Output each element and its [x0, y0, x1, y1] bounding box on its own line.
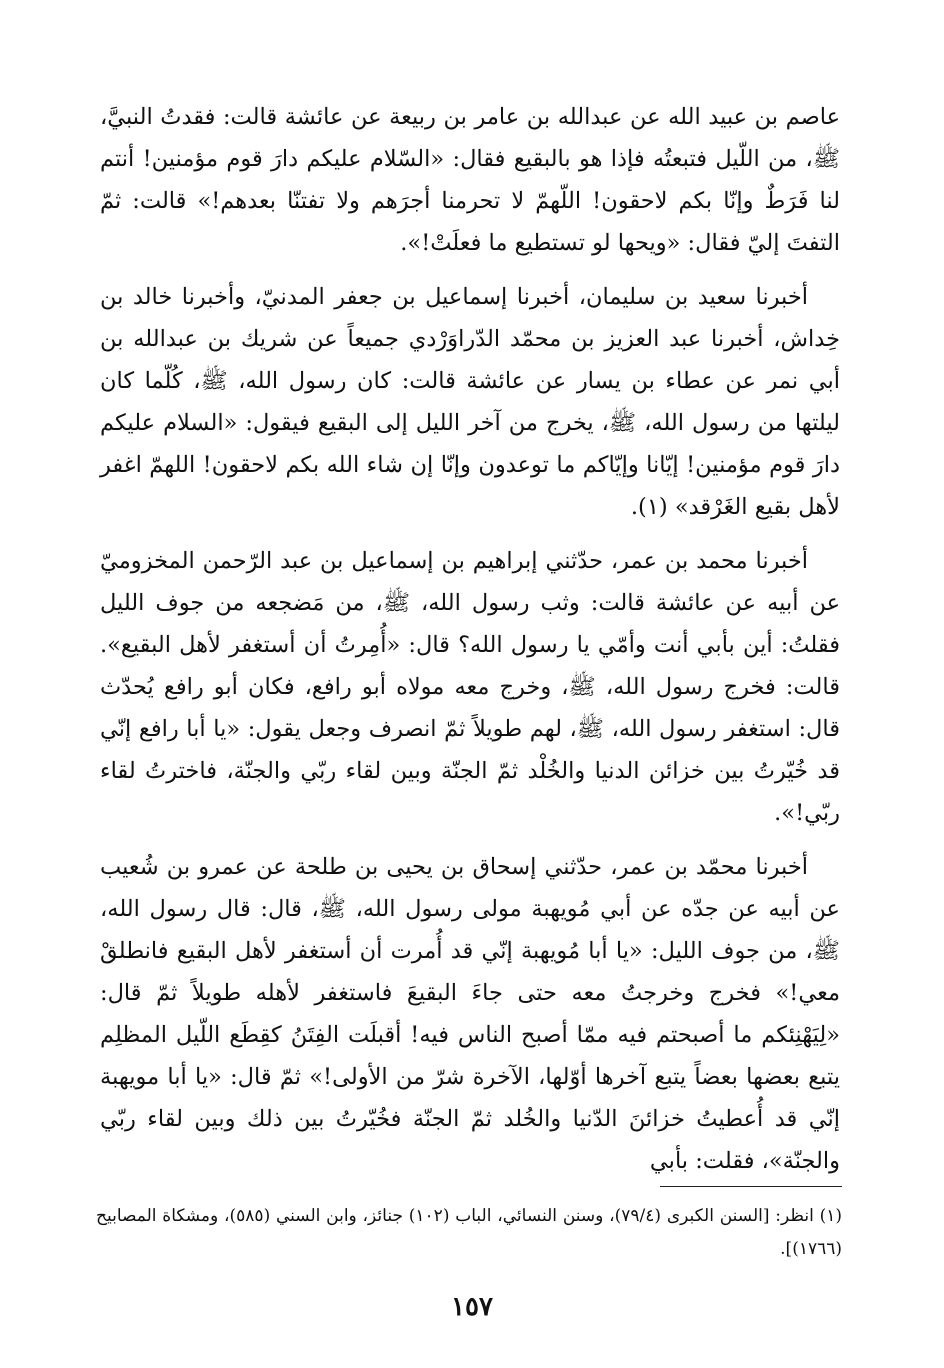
paragraph-4: أخبرنا محمّد بن عمر، حدّثني إسحاق بن يحيى بن طلحة عن عمرو بن شُعيب عن أبيه عن جدّه عن أبي مُويهبة مولى رسول الله، ﷺ، قال: قال رسول الله، ﷺ، من جوف الليل: «يا أبا مُويهبة إنّي قد أُمرت أن أستغفر لأهل البقيع فانطلقْ معي!» فخرج وخرجتُ معه حتى جاءَ البقيعَ فاستغفر لأهله طويلاً ثمّ قال: «لِيَهْنِئكم ما أصبحتم فيه ممّا أصبح الناس فيه! أقبلَت الفِتَنُ كقِطَع اللّيل المظلِم يتبع بعضها بعضاً يتبع آخرها أوّلها، الآخرة شرّ من الأولى!» ثمّ قال: «يا أبا مويهبة إنّي قد أُعطيتُ خزائنَ الدّنيا والخُلد ثمّ الجنّة فخُيّرتُ بين ذلك وبين لقاء ربّي والجنّة»، فقلت: بأبي [100, 854, 840, 1174]
paragraph-2: أخبرنا سعيد بن سليمان، أخبرنا إسماعيل بن جعفر المدنيّ، وأخبرنا خالد بن خِداش، أخبرنا عبد العزيز بن محمّد الدّراوَرْدي جميعاً عن شريك بن عبدالله بن أبي نمر عن عطاء بن يسار عن عائشة قالت: كان رسول الله، ﷺ، كُلّما كان ليلتها من رسول الله، ﷺ، يخرج من آخر الليل إلى البقيع فيقول: «السلام عليكم دارَ قوم مؤمنين! إيّانا وإيّاكم ما توعدون وإنّا إن شاء الله بكم لاحقون! اللهمّ اغفر لأهل بقيع الغَرْقد» (١). [100, 284, 840, 520]
footnote [96, 1200, 842, 1266]
paragraph-1: عاصم بن عبيد الله عن عبدالله بن عامر بن ربيعة عن عائشة قالت: فقدتُ النبيَّ، ﷺ، من اللّيل فتبعتُه فإذا هو بالبقيع فقال: «السّلام عليكم دارَ قوم مؤمنين! أنتم لنا فَرَطٌ وإنّا بكم لاحقون! اللّهمّ لا تحرمنا أجرَهم ولا تفتنّا بعدهم!» قالت: ثمّ التفتَ إليّ فقال: «ويحها لو تستطيع ما فعلَتْ!». [100, 104, 840, 256]
main-text [100, 96, 840, 1194]
paragraph-3: أخبرنا محمد بن عمر، حدّثني إبراهيم بن إسماعيل بن عبد الرّحمن المخزوميّ عن أبيه عن عائشة قالت: وثب رسول الله، ﷺ، من مَضجعه من جوف الليل فقلتُ: أين بأبي أنت وأمّي يا رسول الله؟ قال: «أُمِرتُ أن أستغفر لأهل البقيع». قالت: فخرج رسول الله، ﷺ، وخرج معه مولاه أبو رافع، فكان أبو رافع يُحدّث قال: استغفر رسول الله، ﷺ، لهم طويلاً ثمّ انصرف وجعل يقول: «يا أبا رافع إنّي قد خُيّرتُ بين خزائن الدنيا والخُلْد ثمّ الجنّة وبين لقاء ربّي والجنّة، فاخترتُ لقاء ربّي!». [100, 548, 840, 826]
footnote-divider [660, 1186, 842, 1187]
page-number: ١٥٧ [451, 1292, 493, 1322]
footnote-text: (١) انظر: [السنن الكبرى (٧٩/٤)، وسنن النسائي، الباب (١٠٢) جنائز، وابن السني (٥٨٥)، ومشكاة المصابيح (١٧٦٦)]. [96, 1206, 843, 1259]
